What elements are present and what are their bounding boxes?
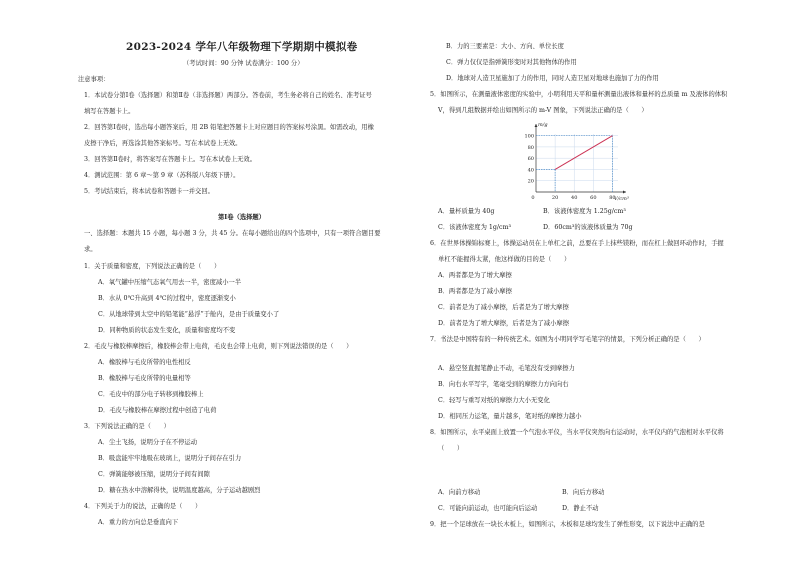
x-tick-label: 0 bbox=[531, 195, 535, 201]
question-stem-9: 9．把一个足球放在一块长木板上，如图所示，木板和足球均发生了弹性形变，以下说法中正确的是 bbox=[430, 521, 705, 528]
question-stem-6: 6．在世界体操锦标赛上，体操运动员在上单杠之前，总要在手上抹些镁粉，而在杠上做回环动作时，手握 bbox=[430, 240, 724, 247]
option: A．氧气罐中压缩气态氧气用去一半，密度减小一半 bbox=[98, 279, 242, 286]
question-stem-1: 1．关于质量和密度，下列说法正确的是（ ） bbox=[84, 263, 221, 270]
option: D．毛皮与橡胶棒在摩擦过程中创造了电荷 bbox=[98, 407, 217, 414]
note-line: 2．回答第Ⅰ卷时，选出每小题答案后，用 2B 铅笔把答题卡上对应题目的答案标号涂黑。如需改动，用橡 bbox=[84, 124, 374, 131]
notes-heading: 注意事项： bbox=[78, 76, 110, 83]
question-stem-8-cont: （ ） bbox=[438, 445, 464, 452]
question-stem-5: 5．如图所示，在测量液体密度的实验中，小明利用天平和量杯测量出液体和量杯的总质量 m 及液体的体积 bbox=[430, 91, 728, 98]
option: A．量杯质量为 40g bbox=[438, 208, 495, 215]
note-line: 1．本试卷分第Ⅰ卷（选择题）和第Ⅱ卷（非选择题）两部分。答卷前，考生务必将自己的姓名、准考证号 bbox=[84, 92, 372, 99]
option: D．同种物质的状态发生变化，质量和密度均不变 bbox=[98, 327, 236, 334]
y-tick-label: 100 bbox=[524, 133, 534, 140]
question-stem-2: 2．毛皮与橡胶棒摩擦后，橡胶棒会带上电荷，毛皮也会带上电荷，则下列说法错误的是（ ） bbox=[84, 343, 353, 350]
option: A．悬空竖直握笔静止不动，毛笔没有受到摩擦力 bbox=[438, 365, 575, 372]
option: B．橡胶棒与毛皮所带的电量相等 bbox=[98, 375, 191, 382]
option: C．弹力仅仅是指弹簧形变时对其他物体的作用 bbox=[446, 59, 577, 66]
x-axis-label: V/cm³ bbox=[614, 196, 629, 202]
option: D．地球对人造卫星施加了力的作用，同时人造卫星对地球也施加了力的作用 bbox=[446, 75, 659, 82]
series-line bbox=[555, 136, 612, 170]
x-tick-label: 20 bbox=[551, 195, 559, 201]
option: C．弹簧能够被压缩，说明分子间有间隙 bbox=[98, 471, 210, 478]
question-stem-5-cont: V，得到几组数据并绘出如图所示的 m-V 图象，下列说法正确的是（ ） bbox=[438, 107, 648, 114]
option: B．水从 0℃升高到 4℃的过程中，密度逐渐变小 bbox=[98, 295, 236, 302]
option: A．橡胶棒与毛皮所带的电性相反 bbox=[98, 359, 191, 366]
option: D．糖在热水中溶解得快，说明温度越高，分子运动越剧烈 bbox=[98, 487, 261, 494]
option: C．从地球带到太空中的铅笔能“悬浮”于舱内，是由于质量变小了 bbox=[98, 311, 280, 318]
exam-title: 2023-2024 学年八年级物理下学期期中模拟卷 bbox=[126, 41, 358, 53]
option: A．重力的方向总是垂直向下 bbox=[98, 519, 179, 526]
y-axis-label: m/g bbox=[538, 122, 548, 128]
option: B．力的三要素是：大小、方向、单位长度 bbox=[446, 43, 564, 50]
option: B．该液体密度为 1.25g/cm³ bbox=[543, 208, 626, 215]
option: D．前者是为了增大摩擦，后者是为了减小摩擦 bbox=[438, 320, 569, 327]
option: C．该液体密度为 1g/cm³ bbox=[438, 224, 512, 231]
y-tick-label: 20 bbox=[527, 178, 534, 185]
option: A．向前方移动 bbox=[438, 489, 481, 496]
question-stem-8: 8．如图所示，水平桌面上放置一个气泡水平仪，当水平仪突然向右运动时，水平仪内的气泡相对水平仪将 bbox=[430, 429, 724, 436]
y-tick-label: 40 bbox=[527, 167, 534, 174]
section-heading: 第Ⅰ卷（选择题） bbox=[218, 214, 266, 221]
option: B．吸盘能牢牢地吸在玻璃上，说明分子间存在引力 bbox=[98, 455, 242, 462]
question-stem-3: 3．下列说法正确的是（ ） bbox=[84, 423, 170, 430]
question-stem-7: 7．书法是中国特有的一种传统艺术。如图为小明同学写毛笔字的情景，下列分析正确的是（ ） bbox=[430, 336, 705, 343]
question-stem-4: 4．下列关于力的说法，正确的是（ ） bbox=[84, 503, 202, 510]
note-line: 4．测试范围：第 6 章～第 9 章（苏科版八年级下册）。 bbox=[84, 172, 240, 179]
note-line: 皮擦干净后，再选涂其他答案标号。写在本试卷上无效。 bbox=[84, 140, 242, 147]
note-line: 填写在答题卡上。 bbox=[84, 108, 135, 115]
option: B．两者都是为了减小摩擦 bbox=[438, 288, 512, 295]
option: D．60cm³的该液体质量为 70g bbox=[543, 224, 633, 231]
y-tick-label: 80 bbox=[527, 144, 534, 151]
x-tick-label: 80 bbox=[609, 195, 616, 201]
option: C．前者是为了减小摩擦，后者是为了增大摩擦 bbox=[438, 304, 569, 311]
option: C．可能向前运动，也可能向后运动 bbox=[438, 505, 538, 512]
option: D．相同压力运笔，量片越多，笔对纸的摩擦力越小 bbox=[438, 413, 582, 420]
option: B．向右水平写字，笔毫受到的摩擦力方向向右 bbox=[438, 381, 569, 388]
x-tick-label: 40 bbox=[571, 195, 578, 201]
mv-chart bbox=[520, 120, 632, 206]
note-line: 3．回答第Ⅱ卷时，将答案写在答题卡上。写在本试卷上无效。 bbox=[84, 156, 257, 163]
option: B．向后方移动 bbox=[562, 489, 605, 496]
option: A．两者都是为了增大摩擦 bbox=[438, 272, 512, 279]
x-tick-label: 60 bbox=[590, 195, 597, 201]
section-intro: 一、选择题：本题共 15 小题，每小题 3 分，共 45 分。在每小题给出的四个选项中，只有一项符合题目要 bbox=[84, 230, 381, 237]
option: A．尘土飞扬，说明分子在不停运动 bbox=[98, 439, 198, 446]
option: D．静止不动 bbox=[562, 505, 599, 512]
option: C．毛皮中的部分电子转移到橡胶棒上 bbox=[98, 391, 204, 398]
x-axis-arrow bbox=[623, 191, 626, 194]
exam-time-info: （考试时间：90 分钟 试卷满分：100 分） bbox=[183, 60, 304, 67]
section-intro: 求。 bbox=[84, 246, 97, 253]
question-stem-6-cont: 单杠不能握得太紧，他这样做的目的是（ ） bbox=[438, 256, 571, 263]
y-tick-label: 60 bbox=[527, 156, 534, 163]
option: C．轻写与重写对纸的摩擦力大小无变化 bbox=[438, 397, 550, 404]
note-line: 5．考试结束后，将本试卷和答题卡一并交回。 bbox=[84, 188, 214, 195]
